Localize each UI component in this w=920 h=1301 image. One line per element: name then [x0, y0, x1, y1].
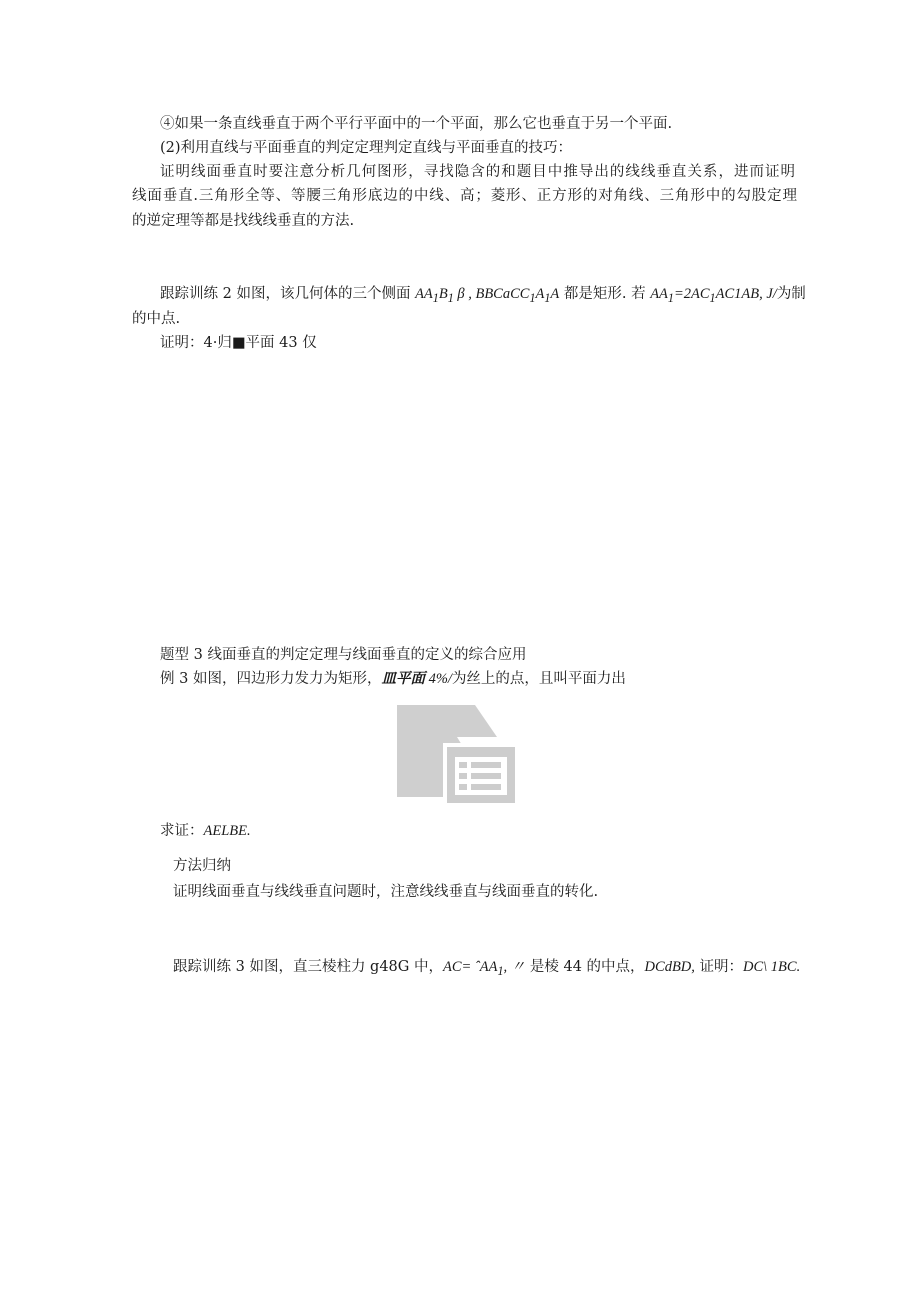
- example-3-lead: 例 3 如图，四边形力发力为矩形，: [160, 671, 382, 687]
- prove-line: [160, 821, 251, 841]
- exercise-2-math-b: $AA_1=2AC_1AC1AB$, J/: [650, 286, 777, 305]
- exercise-3-math-b: DCdBD,: [644, 959, 695, 975]
- prove-lead: 求证：: [160, 823, 204, 839]
- example-3-tail: 为丝上的点，且叫平面力出: [451, 671, 626, 687]
- image-placeholder-icon: [397, 705, 522, 810]
- exercise-3-math-a: AC= ˆAA$_1$, 〃: [442, 959, 526, 978]
- exercise-3-lead: 跟踪训练 3 如图，直三棱柱力 g48G 中，: [173, 959, 443, 975]
- placeholder-bullet-2: [459, 773, 467, 779]
- exercise-2-line-1: [160, 284, 806, 308]
- placeholder-bullet-3: [459, 784, 467, 790]
- method-text: 证明线面垂直与线线垂直问题时，注意线线垂直与线面垂直的转化.: [173, 884, 599, 900]
- placeholder-line-3: [471, 784, 501, 790]
- paragraph-line-3: 的逆定理等都是找线线垂直的方法.: [132, 213, 355, 229]
- exercise-2-mid: 都是矩形. 若: [559, 286, 651, 302]
- item-2-heading: (2)利用直线与平面垂直的判定定理判定直线与平面垂直的技巧：: [160, 140, 573, 156]
- type-3-heading: 题型 3 线面垂直的判定定理与线面垂直的定义的综合应用: [160, 647, 527, 663]
- exercise-2-math-a: $AA_1B_1$ β , $BBCaCC_1A_1A$: [415, 286, 560, 305]
- placeholder-line-2: [471, 773, 501, 779]
- item-4-text: ④如果一条直线垂直于两个平行平面中的一个平面，那么它也垂直于另一个平面.: [160, 116, 673, 132]
- example-3-line: [160, 669, 626, 689]
- prove-math: AELBE.: [203, 823, 251, 839]
- paragraph-line-2: 线面垂直.三角形全等、等腰三角形底边的中线、高；菱形、正方形的对角线、三角形中的勾股定理: [132, 188, 797, 204]
- method-title: 方法归纳: [173, 858, 231, 874]
- paragraph-line-1: 证明线面垂直时要注意分析几何图形，寻找隐含的和题目中推导出的线线垂直关系，进而证明: [160, 164, 795, 180]
- exercise-2-proof: 证明：4·归■平面 43 仅: [160, 335, 317, 351]
- example-3-math: 4%/: [424, 671, 452, 687]
- placeholder-bullet-1: [459, 762, 467, 768]
- example-3-bold-italic: 皿平面: [381, 670, 425, 687]
- exercise-3-math-c: DC\ 1BC.: [743, 959, 801, 975]
- exercise-2-tail: 为制: [776, 286, 806, 302]
- exercise-2-line-2: 的中点.: [132, 311, 181, 327]
- exercise-3-line: [173, 957, 800, 981]
- placeholder-line-1: [471, 762, 501, 768]
- exercise-3-mid: 是棱 44 的中点，: [525, 959, 645, 975]
- exercise-2-lead: 跟踪训练 2 如图，该几何体的三个侧面: [160, 286, 416, 302]
- exercise-3-mid-2: 证明：: [694, 959, 744, 975]
